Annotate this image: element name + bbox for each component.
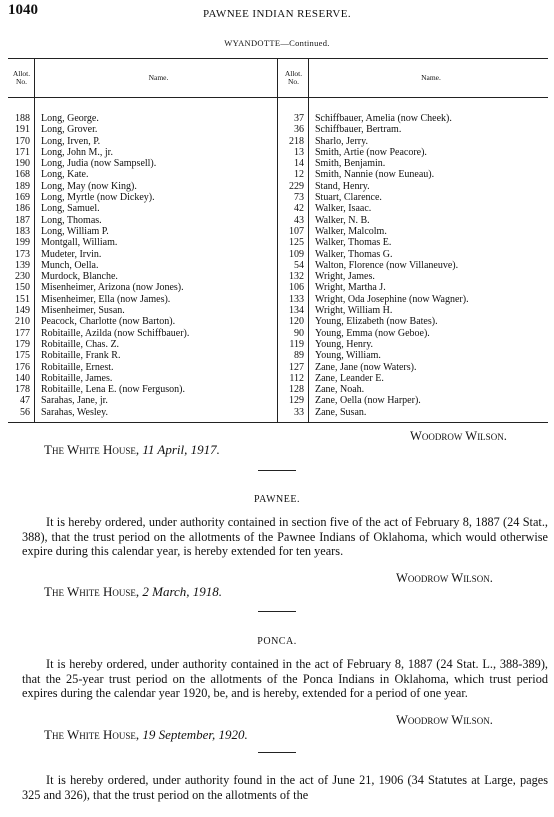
ponca-heading: PONCA. [257, 636, 297, 647]
allottee-name: Stuart, Clarence. [315, 192, 382, 204]
allot-number: 120 [278, 316, 309, 327]
allot-number: 218 [278, 136, 309, 147]
allottee-name: Walton, Florence (now Villaneuve). [315, 259, 459, 271]
dateline-1917 [44, 443, 220, 458]
dateline-place: The White House, [44, 584, 140, 599]
table-row [8, 316, 548, 327]
allottee-name: Sarahas, Jane, jr. [35, 395, 278, 406]
allot-number: 229 [278, 181, 309, 192]
allottee-name: Montgall, William. [35, 237, 278, 248]
allottee-name: Robitaille, Lena E. (now Ferguson). [35, 384, 278, 395]
allottee-name: Walker, Isaac. [315, 203, 372, 215]
dateline-1920 [44, 728, 248, 743]
allot-number: 183 [8, 226, 35, 237]
table-row [8, 384, 548, 395]
allottee-name: Walker, Thomas G. [315, 248, 393, 260]
allottee-name: Wright, William H. [315, 305, 393, 317]
allottee-name: Robitaille, James. [35, 373, 278, 384]
allot-number: 12 [278, 169, 309, 180]
table-row [8, 136, 548, 147]
allot-number: 107 [278, 226, 309, 237]
allottee-name: Schiffbauer, Bertram. [315, 124, 402, 136]
allottee-name: Murdock, Blanche. [35, 271, 278, 282]
table-row [8, 350, 548, 361]
allot-number: 119 [278, 339, 309, 350]
allot-number: 42 [278, 203, 309, 214]
section-divider [258, 752, 296, 753]
allot-number: 186 [8, 203, 35, 214]
allot-number: 173 [8, 249, 35, 260]
allot-number: 177 [8, 328, 35, 339]
dateline-date: 19 September, 1920. [142, 727, 248, 742]
allottee-name: Long, Grover. [35, 124, 278, 135]
allot-number: 150 [8, 282, 35, 293]
allottee-name: Smith, Artie (now Peacore). [315, 146, 427, 158]
allot-number: 127 [278, 362, 309, 373]
allot-number: 169 [8, 192, 35, 203]
table-subhead: WYANDOTTE—Continued. [224, 38, 330, 48]
table-row [8, 373, 548, 384]
allottee-name: Wright, Oda Josephine (now Wagner). [315, 293, 469, 305]
allot-number: 149 [8, 305, 35, 316]
allottee-name: Walker, Malcolm. [315, 225, 387, 237]
allot-number: 33 [278, 407, 309, 423]
allot-number: 189 [8, 181, 35, 192]
table-row [8, 249, 548, 260]
table-row [8, 282, 548, 293]
table-row [8, 305, 548, 316]
allottee-name: Long, John M., jr. [35, 147, 278, 158]
signature-wilson-1917: Woodrow Wilson. [410, 429, 507, 443]
allot-number: 132 [278, 271, 309, 282]
allot-number: 187 [8, 215, 35, 226]
table-row [8, 395, 548, 406]
table-row [8, 271, 548, 282]
allottee-name: Long, May (now King). [35, 181, 278, 192]
allot-number: 106 [278, 282, 309, 293]
allot-number: 190 [8, 158, 35, 169]
section-divider [258, 611, 296, 612]
allot-number: 89 [278, 350, 309, 361]
section-divider [258, 470, 296, 471]
table-row [8, 158, 548, 169]
allot-no-header: Allot. No. [278, 59, 309, 98]
allot-number: 109 [278, 249, 309, 260]
allottee-name: Robitaille, Azilda (now Schiffbauer). [35, 328, 278, 339]
allot-number: 170 [8, 136, 35, 147]
table-row [8, 407, 548, 423]
allottee-name: Smith, Benjamin. [315, 158, 386, 170]
allottee-name: Long, George. [35, 113, 278, 124]
allot-number: 178 [8, 384, 35, 395]
allottee-name: Young, Elizabeth (now Bates). [315, 316, 438, 328]
allot-number: 151 [8, 294, 35, 305]
allot-number: 133 [278, 294, 309, 305]
allot-number: 128 [278, 384, 309, 395]
allottee-name: Long, Kate. [35, 169, 278, 180]
table-row [8, 169, 548, 180]
allottee-name: Long, Judia (now Sampsell). [35, 158, 278, 169]
allot-number: 175 [8, 350, 35, 361]
name-header: Name. [35, 59, 278, 98]
allot-number: 134 [278, 305, 309, 316]
allot-number: 43 [278, 215, 309, 226]
table-row [8, 328, 548, 339]
table-row [8, 226, 548, 237]
table-row [8, 339, 548, 350]
allot-number: 56 [8, 407, 35, 423]
table-row [8, 215, 548, 226]
allottee-name: Young, William. [315, 350, 381, 362]
next-order-text: It is hereby ordered, under authority found in the act of June 21, 1906 (34 Statutes at Large, pages 325 and 326), that the trust period on the allotments of the [22, 773, 548, 802]
table-row [8, 147, 548, 158]
dateline-date: 11 April, 1917. [142, 442, 220, 457]
allottee-name: Long, Thomas. [35, 215, 278, 226]
pawnee-order-text: It is hereby ordered, under authority contained in section five of the act of February 8, 1887 (24 Stat., 388), that the trust period on the allotments of the Pawnee Indians of Oklahoma, which would otherwise expire during this calendar year, is hereby extended for ten years. [22, 515, 548, 559]
allot-number: 199 [8, 237, 35, 248]
table-row [8, 203, 548, 214]
allottee-name: Walker, Thomas E. [315, 237, 392, 249]
allottee-name: Munch, Oella. [35, 260, 278, 271]
allottee-name: Zane, Noah. [315, 384, 365, 396]
table-row [8, 181, 548, 192]
allottee-name: Walker, N. B. [315, 214, 370, 226]
allot-number: 129 [278, 395, 309, 406]
allottee-name: Robitaille, Ernest. [35, 362, 278, 373]
table-row [8, 192, 548, 203]
allottee-name: Zane, Leander E. [315, 372, 384, 384]
table-row [8, 113, 548, 124]
allot-number: 54 [278, 260, 309, 271]
allot-number: 14 [278, 158, 309, 169]
dateline-1918 [44, 585, 222, 600]
ponca-order-text: It is hereby ordered, under authority contained in the act of February 8, 1887 (24 Stat. L., 388-389), that the 25-year trust period on the allotments of the Ponca Indians in Oklahoma, which trust period expires during the calendar year 1920, be, and is hereby, extended for a period of one year. [22, 657, 548, 701]
allottee-name: Long, William P. [35, 226, 278, 237]
allottee-name: Peacock, Charlotte (now Barton). [35, 316, 278, 327]
allottee-name: Misenheimer, Ella (now James). [35, 294, 278, 305]
allottee-name: Sarahas, Wesley. [35, 407, 278, 423]
allottee-name: Schiffbauer, Amelia (now Cheek). [315, 113, 452, 124]
allot-number: 47 [8, 395, 35, 406]
allottee-name: Long, Samuel. [35, 203, 278, 214]
allot-number: 168 [8, 169, 35, 180]
dateline-place: The White House, [44, 442, 140, 457]
running-head: PAWNEE INDIAN RESERVE. [202, 8, 352, 20]
table-header-row [8, 59, 548, 98]
allottee-name: Robitaille, Frank R. [35, 350, 278, 361]
table-row [8, 237, 548, 248]
table-row [8, 362, 548, 373]
allottee-name: Misenheimer, Susan. [35, 305, 278, 316]
pawnee-heading: PAWNEE. [254, 494, 300, 505]
allottee-name: Wright, James. [315, 271, 375, 283]
name-header: Name. [309, 59, 549, 98]
allottee-name: Zane, Oella (now Harper). [315, 395, 421, 407]
allot-number: 13 [278, 147, 309, 158]
allot-number: 179 [8, 339, 35, 350]
allottee-name: Long, Myrtle (now Dickey). [35, 192, 278, 203]
allot-number: 90 [278, 328, 309, 339]
allottee-name: Zane, Jane (now Waters). [315, 361, 417, 373]
dateline-place: The White House, [44, 727, 140, 742]
allottee-name: Robitaille, Chas. Z. [35, 339, 278, 350]
table-row [8, 294, 548, 305]
allottee-name: Young, Henry. [315, 338, 374, 350]
signature-wilson-1920: Woodrow Wilson. [396, 713, 493, 727]
allot-number: 188 [8, 113, 35, 124]
table-row [8, 260, 548, 271]
allot-number: 176 [8, 362, 35, 373]
allottee-name: Stand, Henry. [315, 180, 370, 192]
allottee-name: Mudeter, Irvin. [35, 249, 278, 260]
allot-number: 37 [278, 113, 309, 124]
spacer-row [8, 98, 548, 114]
dateline-date: 2 March, 1918. [142, 584, 223, 599]
allottee-name: Young, Emma (now Geboe). [315, 327, 430, 339]
allottee-name: Misenheimer, Arizona (now Jones). [35, 282, 278, 293]
signature-wilson-1918: Woodrow Wilson. [396, 571, 493, 585]
allottee-name: Sharlo, Jerry. [315, 135, 368, 147]
allot-number: 125 [278, 237, 309, 248]
allottee-name: Zane, Susan. [309, 407, 549, 423]
allot-number: 36 [278, 124, 309, 135]
table-row [8, 124, 548, 135]
allot-number: 171 [8, 147, 35, 158]
allot-number: 210 [8, 316, 35, 327]
allot-number: 140 [8, 373, 35, 384]
allottee-name: Wright, Martha J. [315, 282, 386, 294]
allot-number: 73 [278, 192, 309, 203]
allottee-name: Smith, Nannie (now Euneau). [315, 169, 435, 181]
allot-number: 191 [8, 124, 35, 135]
allottee-name: Long, Irven, P. [35, 136, 278, 147]
allotment-table [8, 58, 548, 423]
allot-number: 139 [8, 260, 35, 271]
allot-no-header: Allot. No. [8, 59, 35, 98]
allot-number: 112 [278, 373, 309, 384]
allot-number: 230 [8, 271, 35, 282]
page-number: 1040 [8, 2, 38, 18]
